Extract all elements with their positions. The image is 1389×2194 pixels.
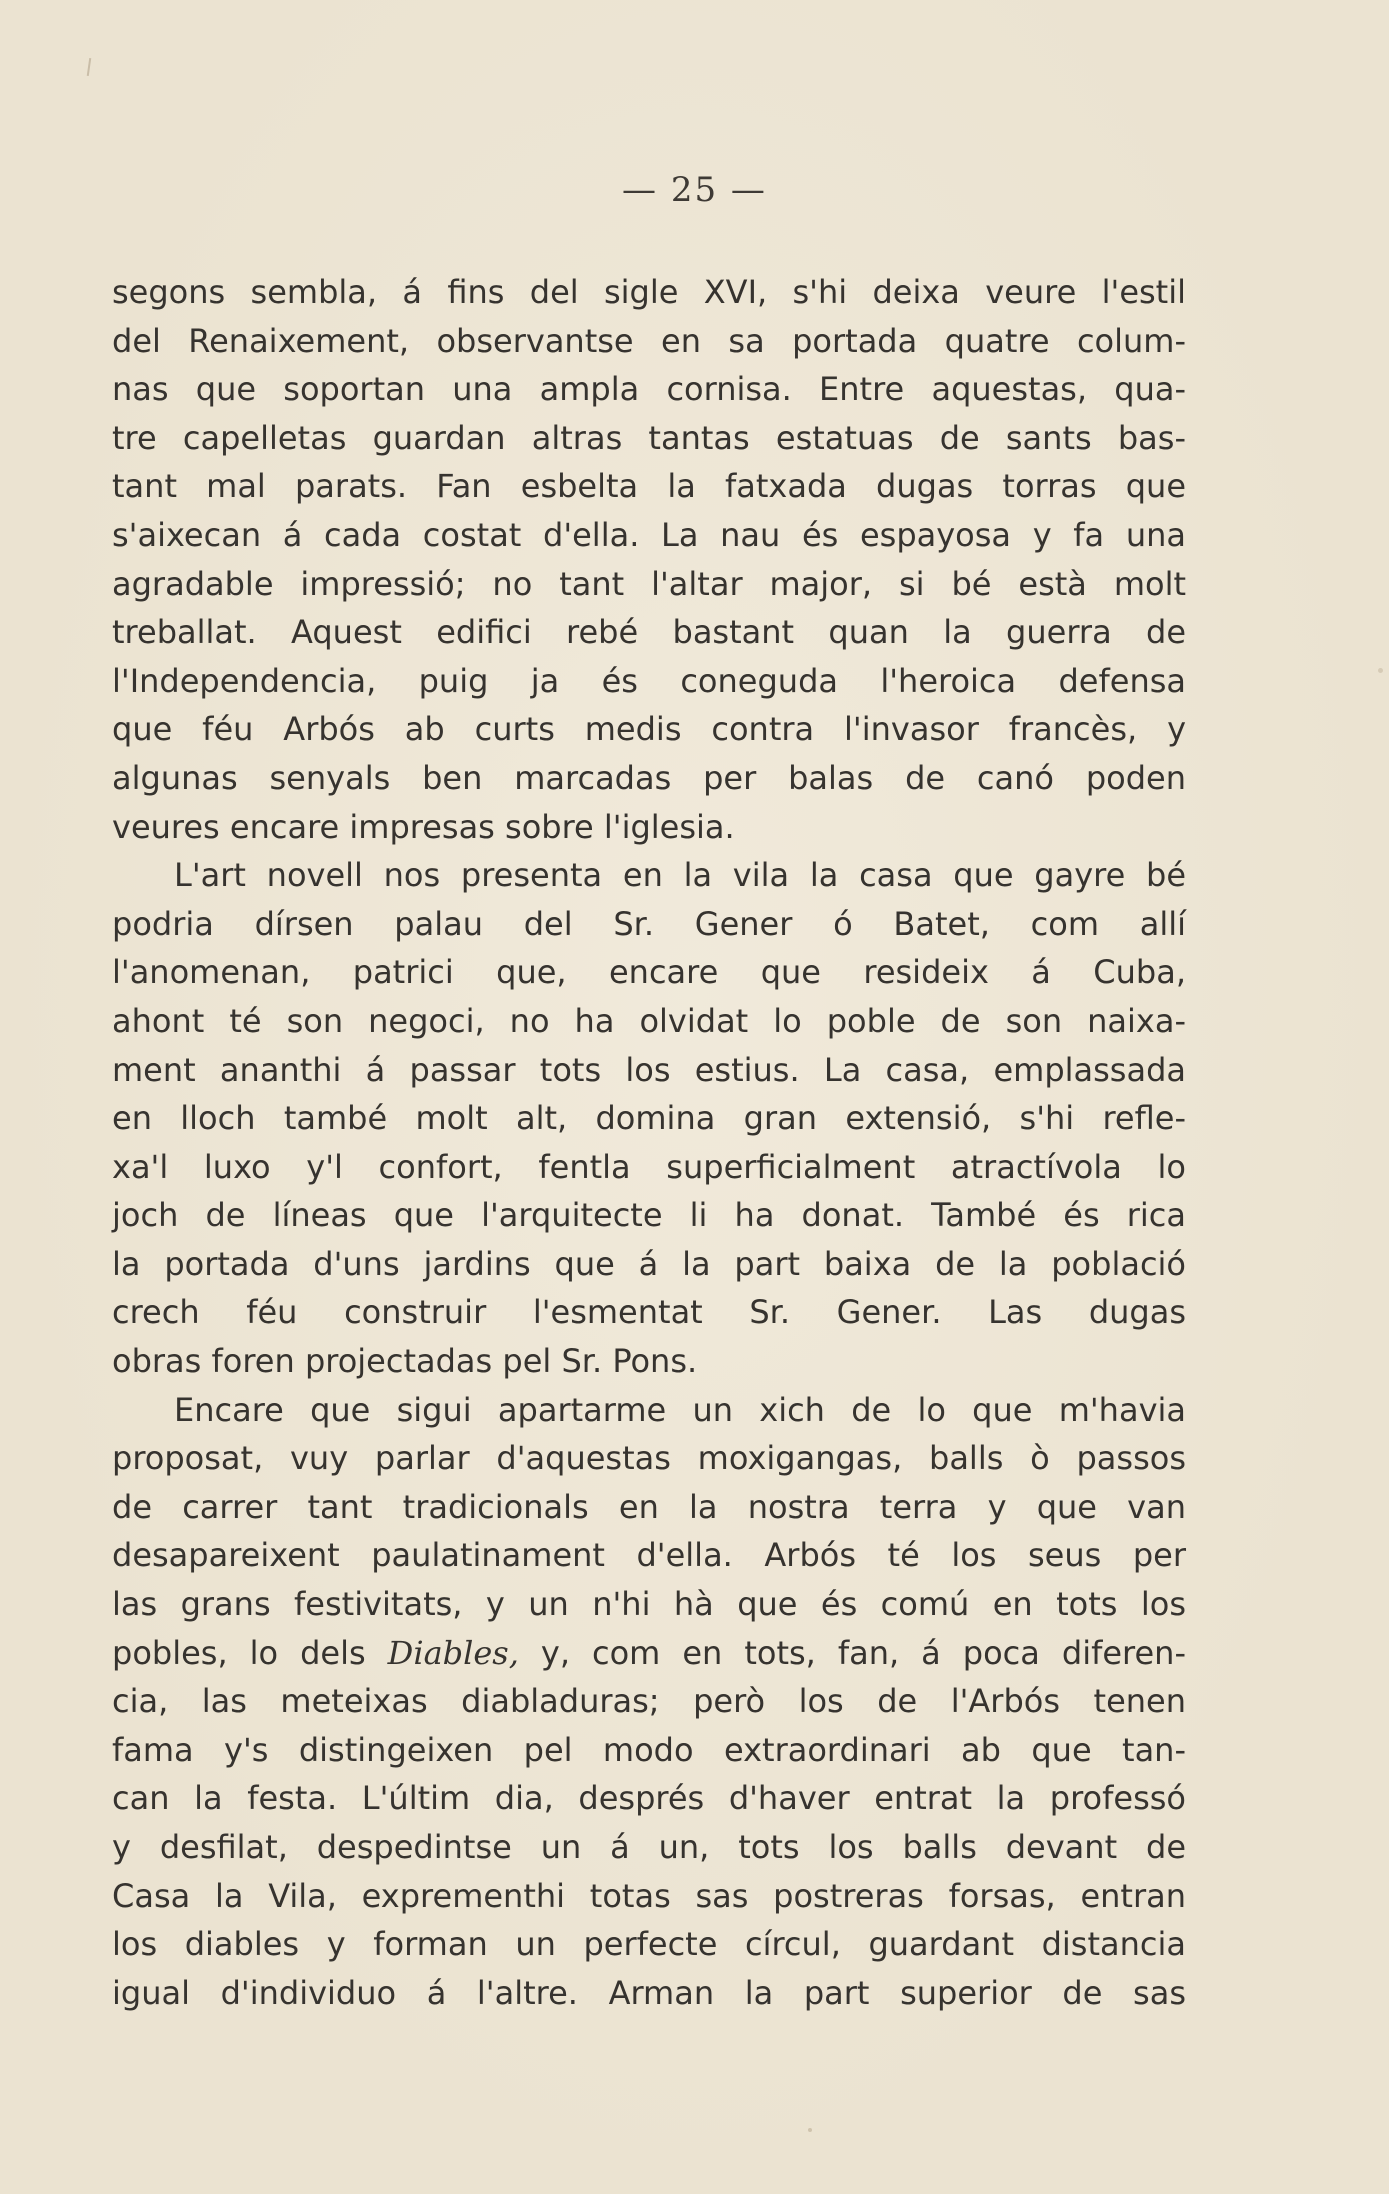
- text-line: podria dírsen palau del Sr. Gener ó Batet, com allí: [112, 904, 1186, 943]
- text-line: del Renaixement, observantse en sa portada quatre colum-: [112, 321, 1186, 360]
- text-line: can la festa. L'últim dia, després d'haver entrat la professó: [112, 1779, 1186, 1818]
- paper-mark: [87, 58, 91, 76]
- text-line: joch de líneas que l'arquitecte li ha donat. També és rica: [112, 1196, 1186, 1235]
- text-line: l'anomenan, patrici que, encare que resideix á Cuba,: [112, 953, 1186, 992]
- text-line-with-italic: [112, 1629, 1186, 1678]
- text-line: agradable impressió; no tant l'altar major, si bé està molt: [112, 564, 1186, 603]
- text-line: obras foren projectadas pel Sr. Pons.: [112, 1342, 698, 1381]
- text-segment: y, com en tots, fan, á poca diferen-: [518, 1633, 1187, 1672]
- text-line: Encare que sigui apartarme un xich de lo que m'havia: [174, 1390, 1186, 1429]
- text-line: que féu Arbós ab curts medis contra l'invasor francès, y: [112, 710, 1186, 749]
- text-line: treballat. Aquest edifici rebé bastant quan la guerra de: [112, 613, 1186, 652]
- text-line: l'Independencia, puig ja és coneguda l'heroica defensa: [112, 661, 1186, 700]
- body-text: [112, 268, 1186, 2017]
- text-line: ahont té son negoci, no ha olvidat lo poble de son naixa-: [112, 1001, 1186, 1040]
- paper-mark: [808, 2128, 812, 2132]
- text-line: las grans festivitats, y un n'hi hà que és comú en tots los: [112, 1585, 1186, 1624]
- text-line: desapareixent paulatinament d'ella. Arbós té los seus per: [112, 1536, 1186, 1575]
- text-line: nas que soportan una ampla cornisa. Entre aquestas, qua-: [112, 370, 1186, 409]
- text-line: tre capelletas guardan altras tantas estatuas de sants bas-: [112, 418, 1186, 457]
- text-line: y desfilat, despedintse un á un, tots los balls devant de: [112, 1828, 1186, 1866]
- text-line: L'art novell nos presenta en la vila la casa que gayre bé: [174, 856, 1186, 895]
- text-line: tant mal parats. Fan esbelta la fatxada dugas torras que: [112, 467, 1186, 506]
- paper-mark: [1378, 668, 1383, 673]
- text-line: ment ananthi á passar tots los estius. La casa, emplassada: [112, 1050, 1186, 1089]
- text-line: la portada d'uns jardins que á la part baixa de la població: [112, 1244, 1186, 1283]
- text-segment: pobles, lo dels: [112, 1633, 388, 1672]
- text-line: algunas senyals ben marcadas per balas de canó poden: [112, 758, 1186, 797]
- text-line: veures encare impresas sobre l'iglesia.: [112, 807, 735, 846]
- text-line: de carrer tant tradicionals en la nostra terra y que van: [112, 1487, 1186, 1526]
- text-line: segons sembla, á fins del sigle XVI, s'hi deixa veure l'estil: [112, 273, 1186, 311]
- text-line: cia, las meteixas diabladuras; però los de l'Arbós tenen: [112, 1682, 1186, 1721]
- text-line: fama y's distingeixen pel modo extraordinari ab que tan-: [112, 1730, 1186, 1769]
- text-line: proposat, vuy parlar d'aquestas moxigangas, balls ò passos: [112, 1439, 1186, 1478]
- text-line: xa'l luxo y'l confort, fentla superficialment atractívola lo: [112, 1147, 1186, 1186]
- text-line: crech féu construir l'esmentat Sr. Gener. Las dugas: [112, 1293, 1186, 1332]
- text-line: los diables y forman un perfecte círcul, guardant distancia: [112, 1925, 1186, 1964]
- text-line: Casa la Vila, exprementhi totas sas postreras forsas, entran: [112, 1876, 1186, 1915]
- text-line: igual d'individuo á l'altre. Arman la part superior de sas: [112, 1973, 1186, 2012]
- text-line: en lloch també molt alt, domina gran extensió, s'hi refle-: [112, 1099, 1186, 1138]
- page-number: — 25 —: [622, 170, 767, 210]
- text-line: s'aixecan á cada costat d'ella. La nau és espayosa y fa una: [112, 515, 1186, 554]
- italic-word: Diables,: [387, 1633, 519, 1672]
